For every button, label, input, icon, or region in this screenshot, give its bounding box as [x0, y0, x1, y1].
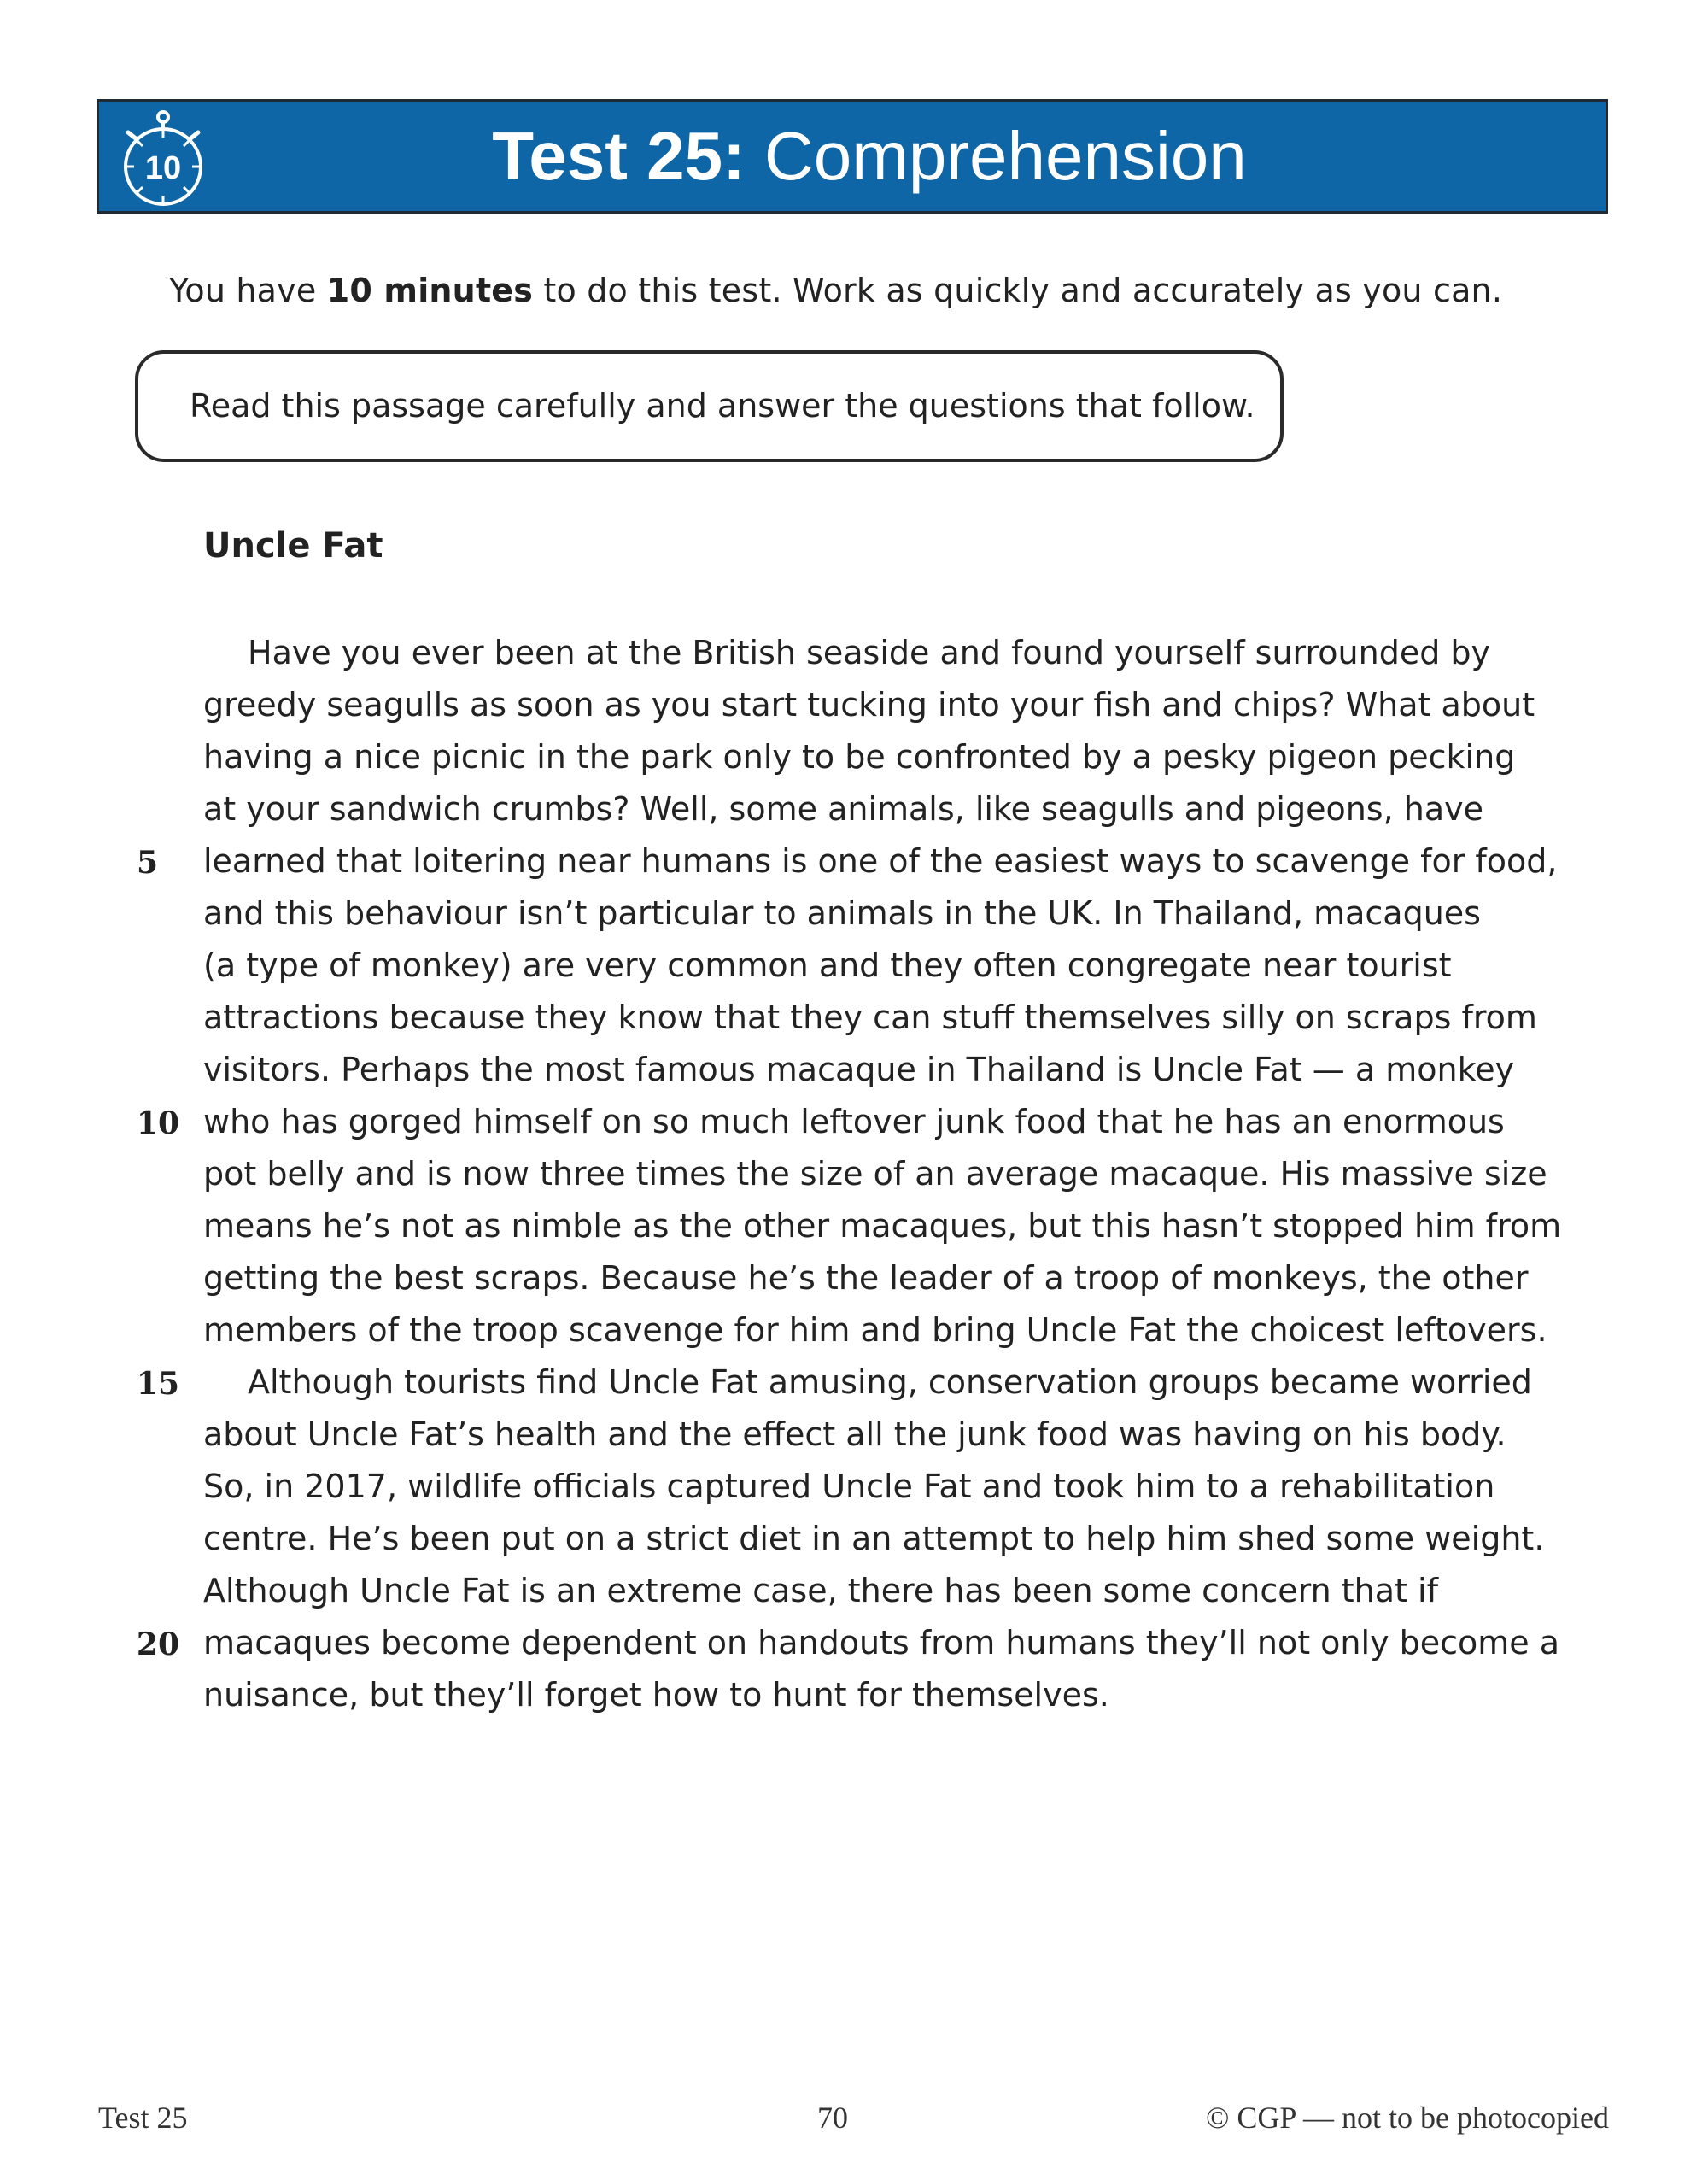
- page-number: 70: [817, 2101, 848, 2135]
- intro-after: to do this test. Work as quickly and accurately as you can.: [533, 272, 1503, 309]
- footer-test-label: Test 25: [98, 2101, 188, 2135]
- passage-line: Although tourists find Uncle Fat amusing, conservation groups became worried: [248, 1363, 1532, 1401]
- passage-line: members of the troop scavenge for him and bring Uncle Fat the choicest leftovers.: [203, 1311, 1547, 1349]
- passage-line: centre. He’s been put on a strict diet in an attempt to help him shed some weight.: [203, 1520, 1545, 1557]
- title-test-number: Test 25:: [492, 118, 746, 194]
- line-number-15: 15: [136, 1366, 179, 1402]
- passage-title: Uncle Fat: [203, 526, 383, 566]
- passage-line: greedy seagulls as soon as you start tucking into your fish and chips? What about: [203, 686, 1535, 724]
- passage-line: attractions because they know that they can stuff themselves silly on scraps from: [203, 999, 1537, 1036]
- passage-line: (a type of monkey) are very common and they often congregate near tourist: [203, 946, 1452, 984]
- page-title: [99, 102, 1606, 211]
- instruction-box: [135, 350, 1284, 462]
- intro-time: 10 minutes: [326, 272, 534, 309]
- header-bar: [97, 99, 1608, 214]
- passage-line: who has gorged himself on so much leftover junk food that he has an enormous: [203, 1103, 1505, 1140]
- title-subject: Comprehension: [745, 118, 1247, 194]
- passage-line: learned that loitering near humans is one of the easiest ways to scavenge for food,: [203, 842, 1558, 880]
- timer-minutes: 10: [144, 150, 182, 186]
- passage-line: at your sandwich crumbs? Well, some animals, like seagulls and pigeons, have: [203, 790, 1483, 828]
- passage-line: getting the best scraps. Because he’s the leader of a troop of monkeys, the other: [203, 1259, 1529, 1297]
- passage-line: So, in 2017, wildlife officials captured Uncle Fat and took him to a rehabilitation: [203, 1468, 1495, 1505]
- passage-line: macaques become dependent on handouts from humans they’ll not only become a: [203, 1624, 1560, 1661]
- passage-line: and this behaviour isn’t particular to animals in the UK. In Thailand, macaques: [203, 894, 1481, 932]
- passage-line: about Uncle Fat’s health and the effect all the junk food was having on his body.: [203, 1415, 1506, 1453]
- line-number-5: 5: [136, 845, 158, 881]
- passage-line: pot belly and is now three times the size of an average macaque. His massive size: [203, 1155, 1547, 1193]
- line-number-10: 10: [136, 1105, 179, 1141]
- passage-line: having a nice picnic in the park only to be confronted by a pesky pigeon pecking: [203, 738, 1516, 776]
- passage-line: means he’s not as nimble as the other macaques, but this hasn’t stopped him from: [203, 1207, 1562, 1245]
- passage-line: Have you ever been at the British seaside and found yourself surrounded by: [248, 634, 1491, 671]
- passage-line: Although Uncle Fat is an extreme case, there has been some concern that if: [203, 1572, 1438, 1609]
- passage-line: visitors. Perhaps the most famous macaque in Thailand is Uncle Fat — a monkey: [203, 1051, 1515, 1088]
- line-number-20: 20: [136, 1626, 179, 1662]
- copyright-notice: © CGP — not to be photocopied: [1206, 2101, 1609, 2135]
- intro-text: [169, 272, 1502, 309]
- instruction-text: Read this passage carefully and answer the questions that follow.: [190, 387, 1255, 425]
- intro-before: You have: [169, 272, 327, 309]
- passage-line: nuisance, but they’ll forget how to hunt for themselves.: [203, 1676, 1109, 1714]
